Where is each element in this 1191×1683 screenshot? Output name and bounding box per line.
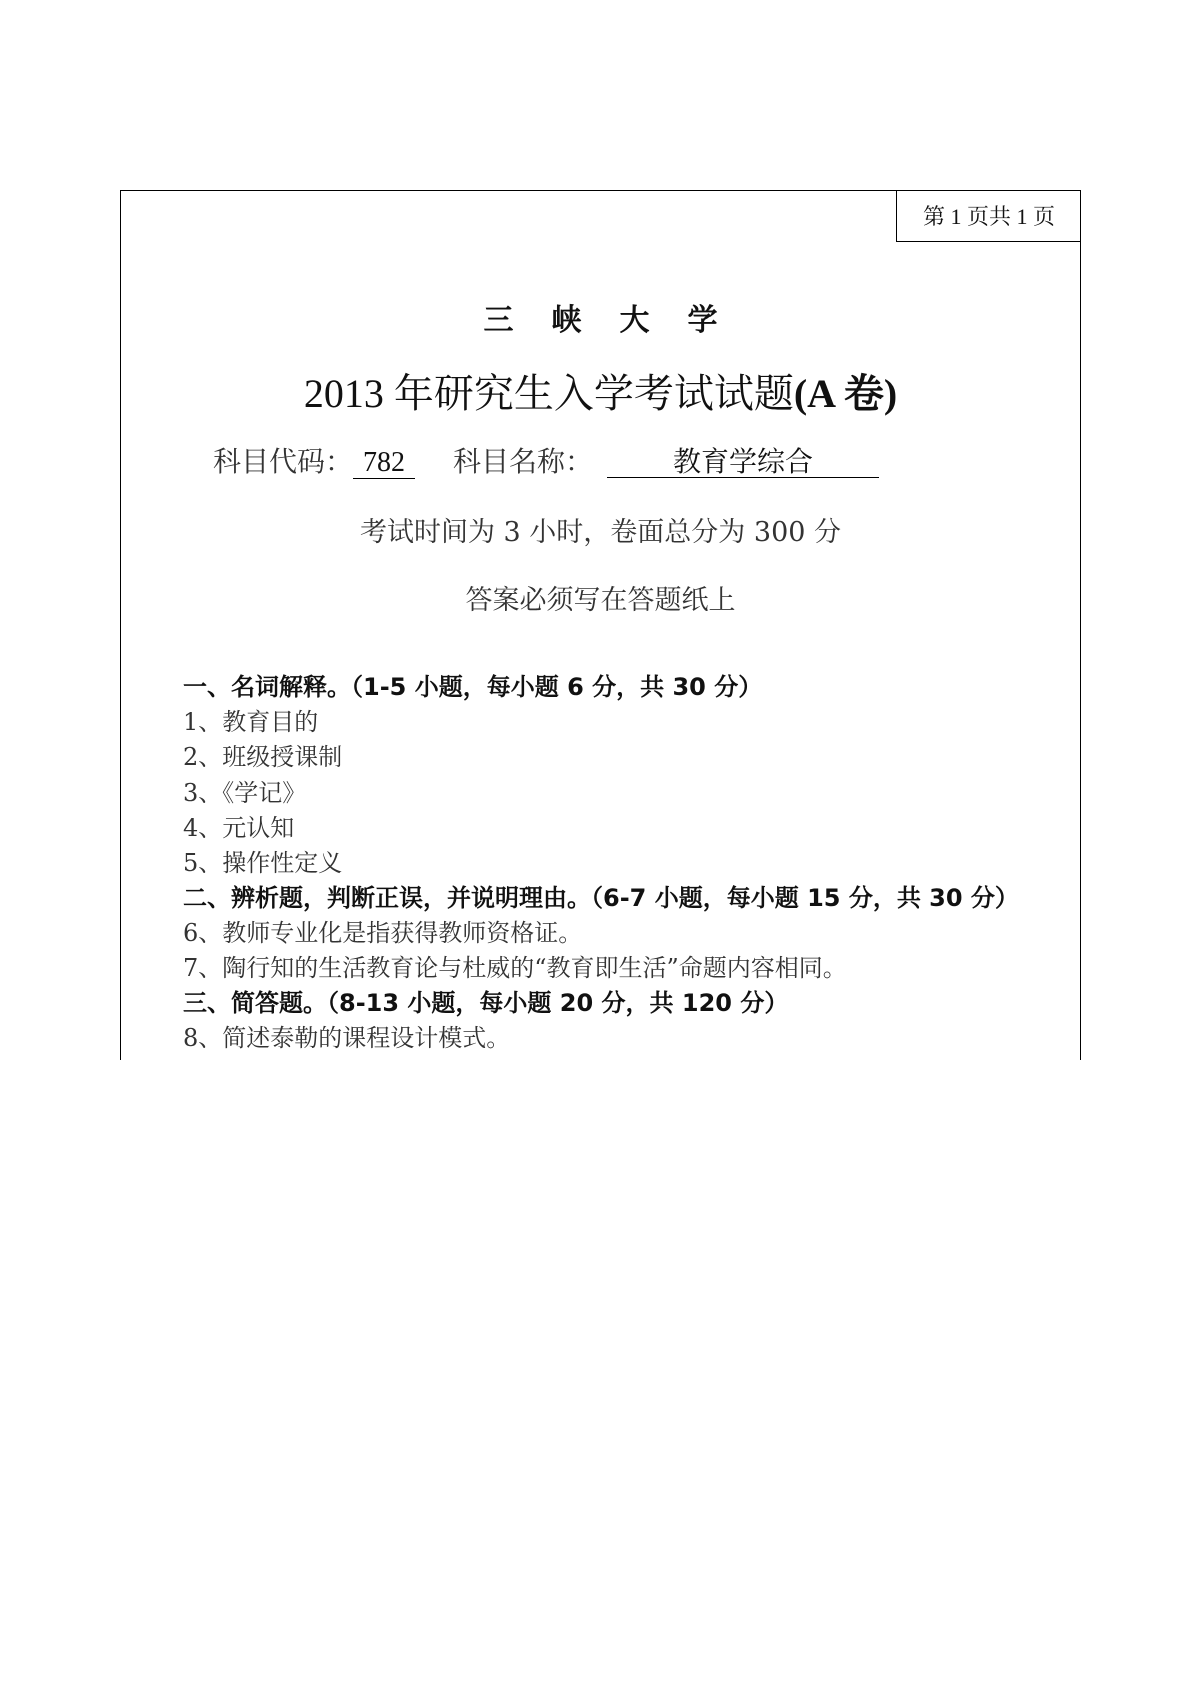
question-item: 6、教师专业化是指获得教师资格证。 <box>183 919 583 947</box>
subject-line <box>213 440 879 480</box>
question-item: 7、陶行知的生活教育论与杜威的“教育即生活”命题内容相同。 <box>183 954 847 982</box>
question-item: 3、《学记》 <box>183 779 307 807</box>
question-item: 2、班级授课制 <box>183 743 343 771</box>
subject-name-label: 科目名称： <box>453 445 594 478</box>
subject-code: 782 <box>353 448 415 479</box>
section-heading: 三、简答题。（8-13 小题，每小题 20 分，共 120 分） <box>183 989 789 1017</box>
question-item: 4、元认知 <box>183 814 295 842</box>
exam-title-main: 2013 年研究生入学考试试题 <box>303 371 794 416</box>
university-name: 三峡大学 <box>483 303 756 338</box>
page-indicator: 第 1 页共 1 页 <box>896 190 1081 242</box>
exam-paper-label: (A 卷) <box>793 371 898 416</box>
answer-sheet-rule: 答案必须写在答题纸上 <box>465 585 736 616</box>
section-heading: 一、名词解释。（1-5 小题，每小题 6 分，共 30 分） <box>183 673 763 701</box>
question-item: 8、简述泰勒的课程设计模式。 <box>183 1024 511 1052</box>
subject-code-label: 科目代码： <box>213 445 354 478</box>
section-heading: 二、辨析题，判断正误，并说明理由。（6-7 小题，每小题 15 分，共 30 分） <box>183 884 1019 912</box>
exam-time-rule: 考试时间为 3 小时，卷面总分为 300 分 <box>359 517 842 548</box>
question-item: 5、操作性定义 <box>183 849 343 877</box>
question-item: 1、教育目的 <box>183 708 319 736</box>
exam-title <box>120 362 1081 419</box>
subject-name: 教育学综合 <box>607 447 879 478</box>
